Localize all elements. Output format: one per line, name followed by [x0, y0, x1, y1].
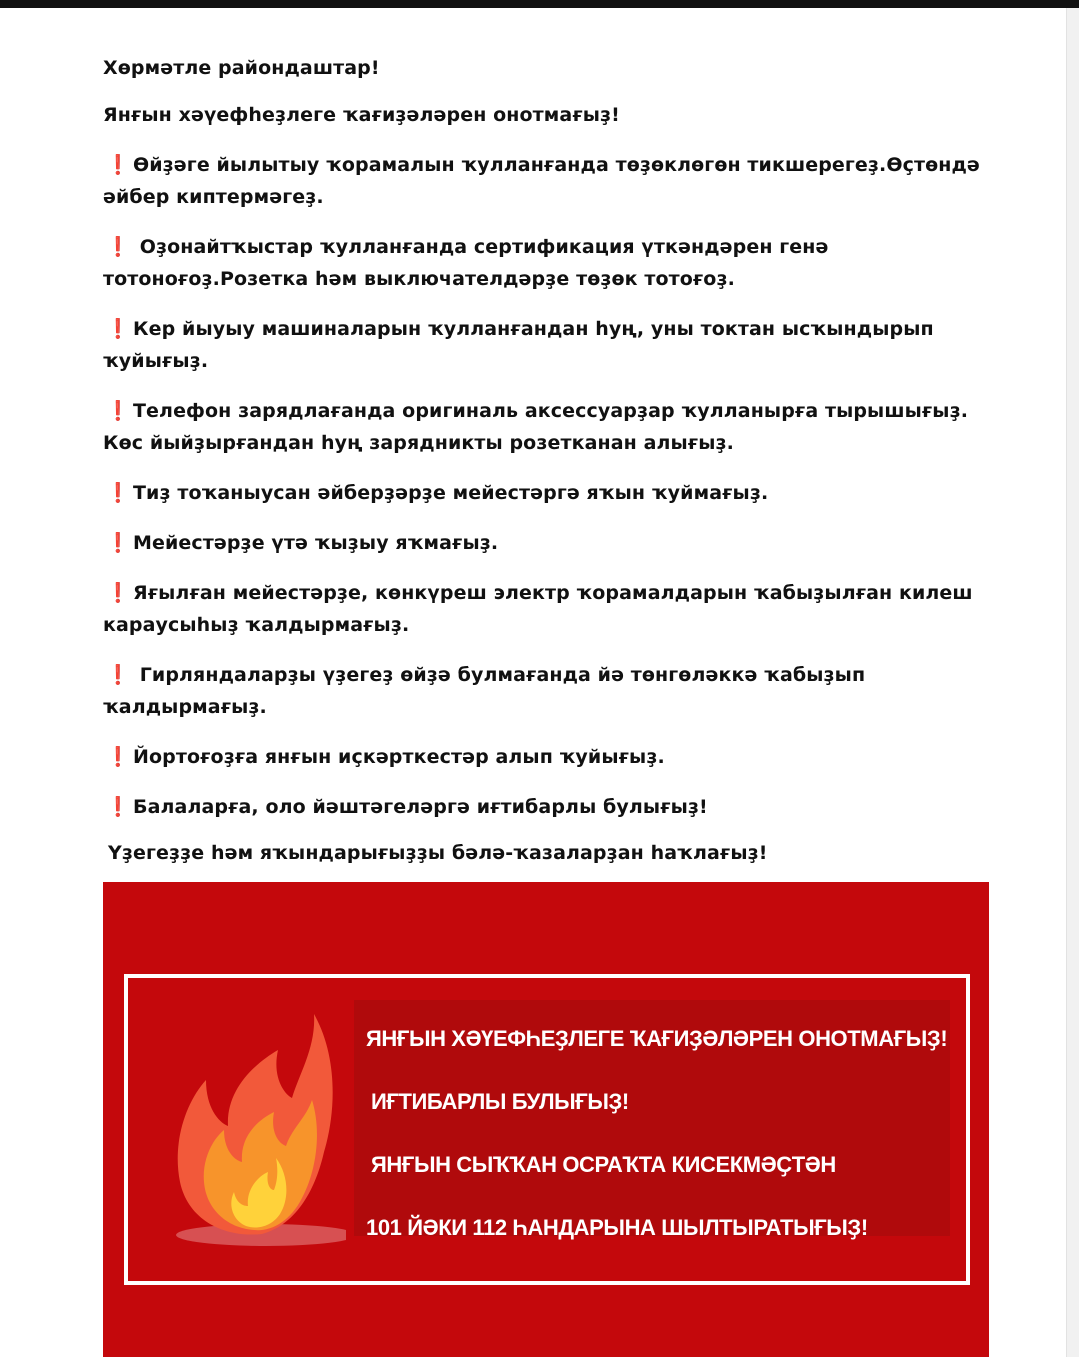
fire-safety-banner [103, 882, 989, 1357]
banner-text-panel [354, 1000, 950, 1240]
list-item: ❗ Мейестәрҙе үтә ҡыҙыу яҡмағыҙ. [103, 527, 983, 559]
list-item: ❗ Өйҙәге йылытыу ҡорамалын ҡулланғанда төҙөклөгөн тикшерегеҙ.Өҫтөндә әйбер киптермәгеҙ. [103, 149, 983, 213]
exclamation-icon: ❗ [106, 746, 130, 768]
greeting: Хөрмәтле райондаштар! [103, 57, 380, 79]
list-item: ❗ Йортоғоҙға янғын иҫкәрткестәр алып ҡуйығыҙ. [103, 741, 983, 773]
exclamation-icon: ❗ [106, 236, 130, 258]
list-item: ❗ Яғылған мейестәрҙе, көнкүреш электр ҡорамалдарын ҡабыҙылған килеш караусыһыҙ ҡалдырмағыҙ. [103, 577, 983, 641]
exclamation-icon: ❗ [106, 664, 130, 686]
exclamation-icon: ❗ [106, 582, 130, 604]
banner-line: 101 ЙӘКИ 112 ҺАНДАРЫНА ШЫЛТЫРАТЫҒЫҘ! [366, 1215, 868, 1240]
heading: Янғын хәүефһеҙлеге ҡағиҙәләрен онотмағыҙ! [103, 104, 620, 126]
banner-line: ЯНҒЫН ХӘҮЕФҺЕҘЛЕГЕ ҠАҒИҘӘЛӘРЕН ОНОТМАҒЫҘ! [366, 1026, 948, 1051]
exclamation-icon: ❗ [106, 154, 130, 176]
exclamation-icon: ❗ [106, 532, 130, 554]
top-bar [0, 0, 1079, 8]
list-item: ❗ Гирляндаларҙы үҙегеҙ өйҙә булмағанда йә төнгөләккә ҡабыҙып ҡалдырмағыҙ. [103, 659, 983, 723]
banner-line: ЯНҒЫН СЫҠҠАН ОСРАҠТА КИСЕКМӘҪТӘН [371, 1152, 836, 1177]
document-body [103, 52, 983, 869]
list-item: ❗ Балаларға, оло йәштәгеләргә иғтибарлы булығыҙ! [103, 791, 983, 823]
fire-icon [166, 1002, 346, 1252]
list-item: ❗ Телефон зарядлағанда оригиналь аксессуарҙар ҡулланырға тырышығыҙ. Көс йыйҙырғандан һуң зарядникты розетканан алығыҙ. [103, 395, 983, 459]
list-item: ❗ Оҙонайтҡыстар ҡулланғанда сертификация үткәндәрен генә тотоноғоҙ.Розетка һәм выключателдәрҙе төҙөк тотоғоҙ. [103, 231, 983, 295]
scrollbar-track[interactable] [1066, 8, 1079, 1357]
exclamation-icon: ❗ [106, 400, 130, 422]
closing-line: Үҙегеҙҙе һәм яҡындарығыҙҙы бәлә-ҡазаларҙан һаҡлағыҙ! [108, 842, 768, 864]
exclamation-icon: ❗ [106, 318, 130, 340]
exclamation-icon: ❗ [106, 482, 130, 504]
banner-line: ИҒТИБАРЛЫ БУЛЫҒЫҘ! [371, 1089, 629, 1114]
list-item: ❗ Тиҙ тоҡаныусан әйберҙәрҙе мейестәргә яҡын ҡуймағыҙ. [103, 477, 983, 509]
exclamation-icon: ❗ [106, 796, 130, 818]
banner-frame [124, 974, 970, 1285]
list-item: ❗ Кер йыуыу машиналарын ҡулланғандан һуң, уны токтан ысҡындырып ҡуйығыҙ. [103, 313, 983, 377]
